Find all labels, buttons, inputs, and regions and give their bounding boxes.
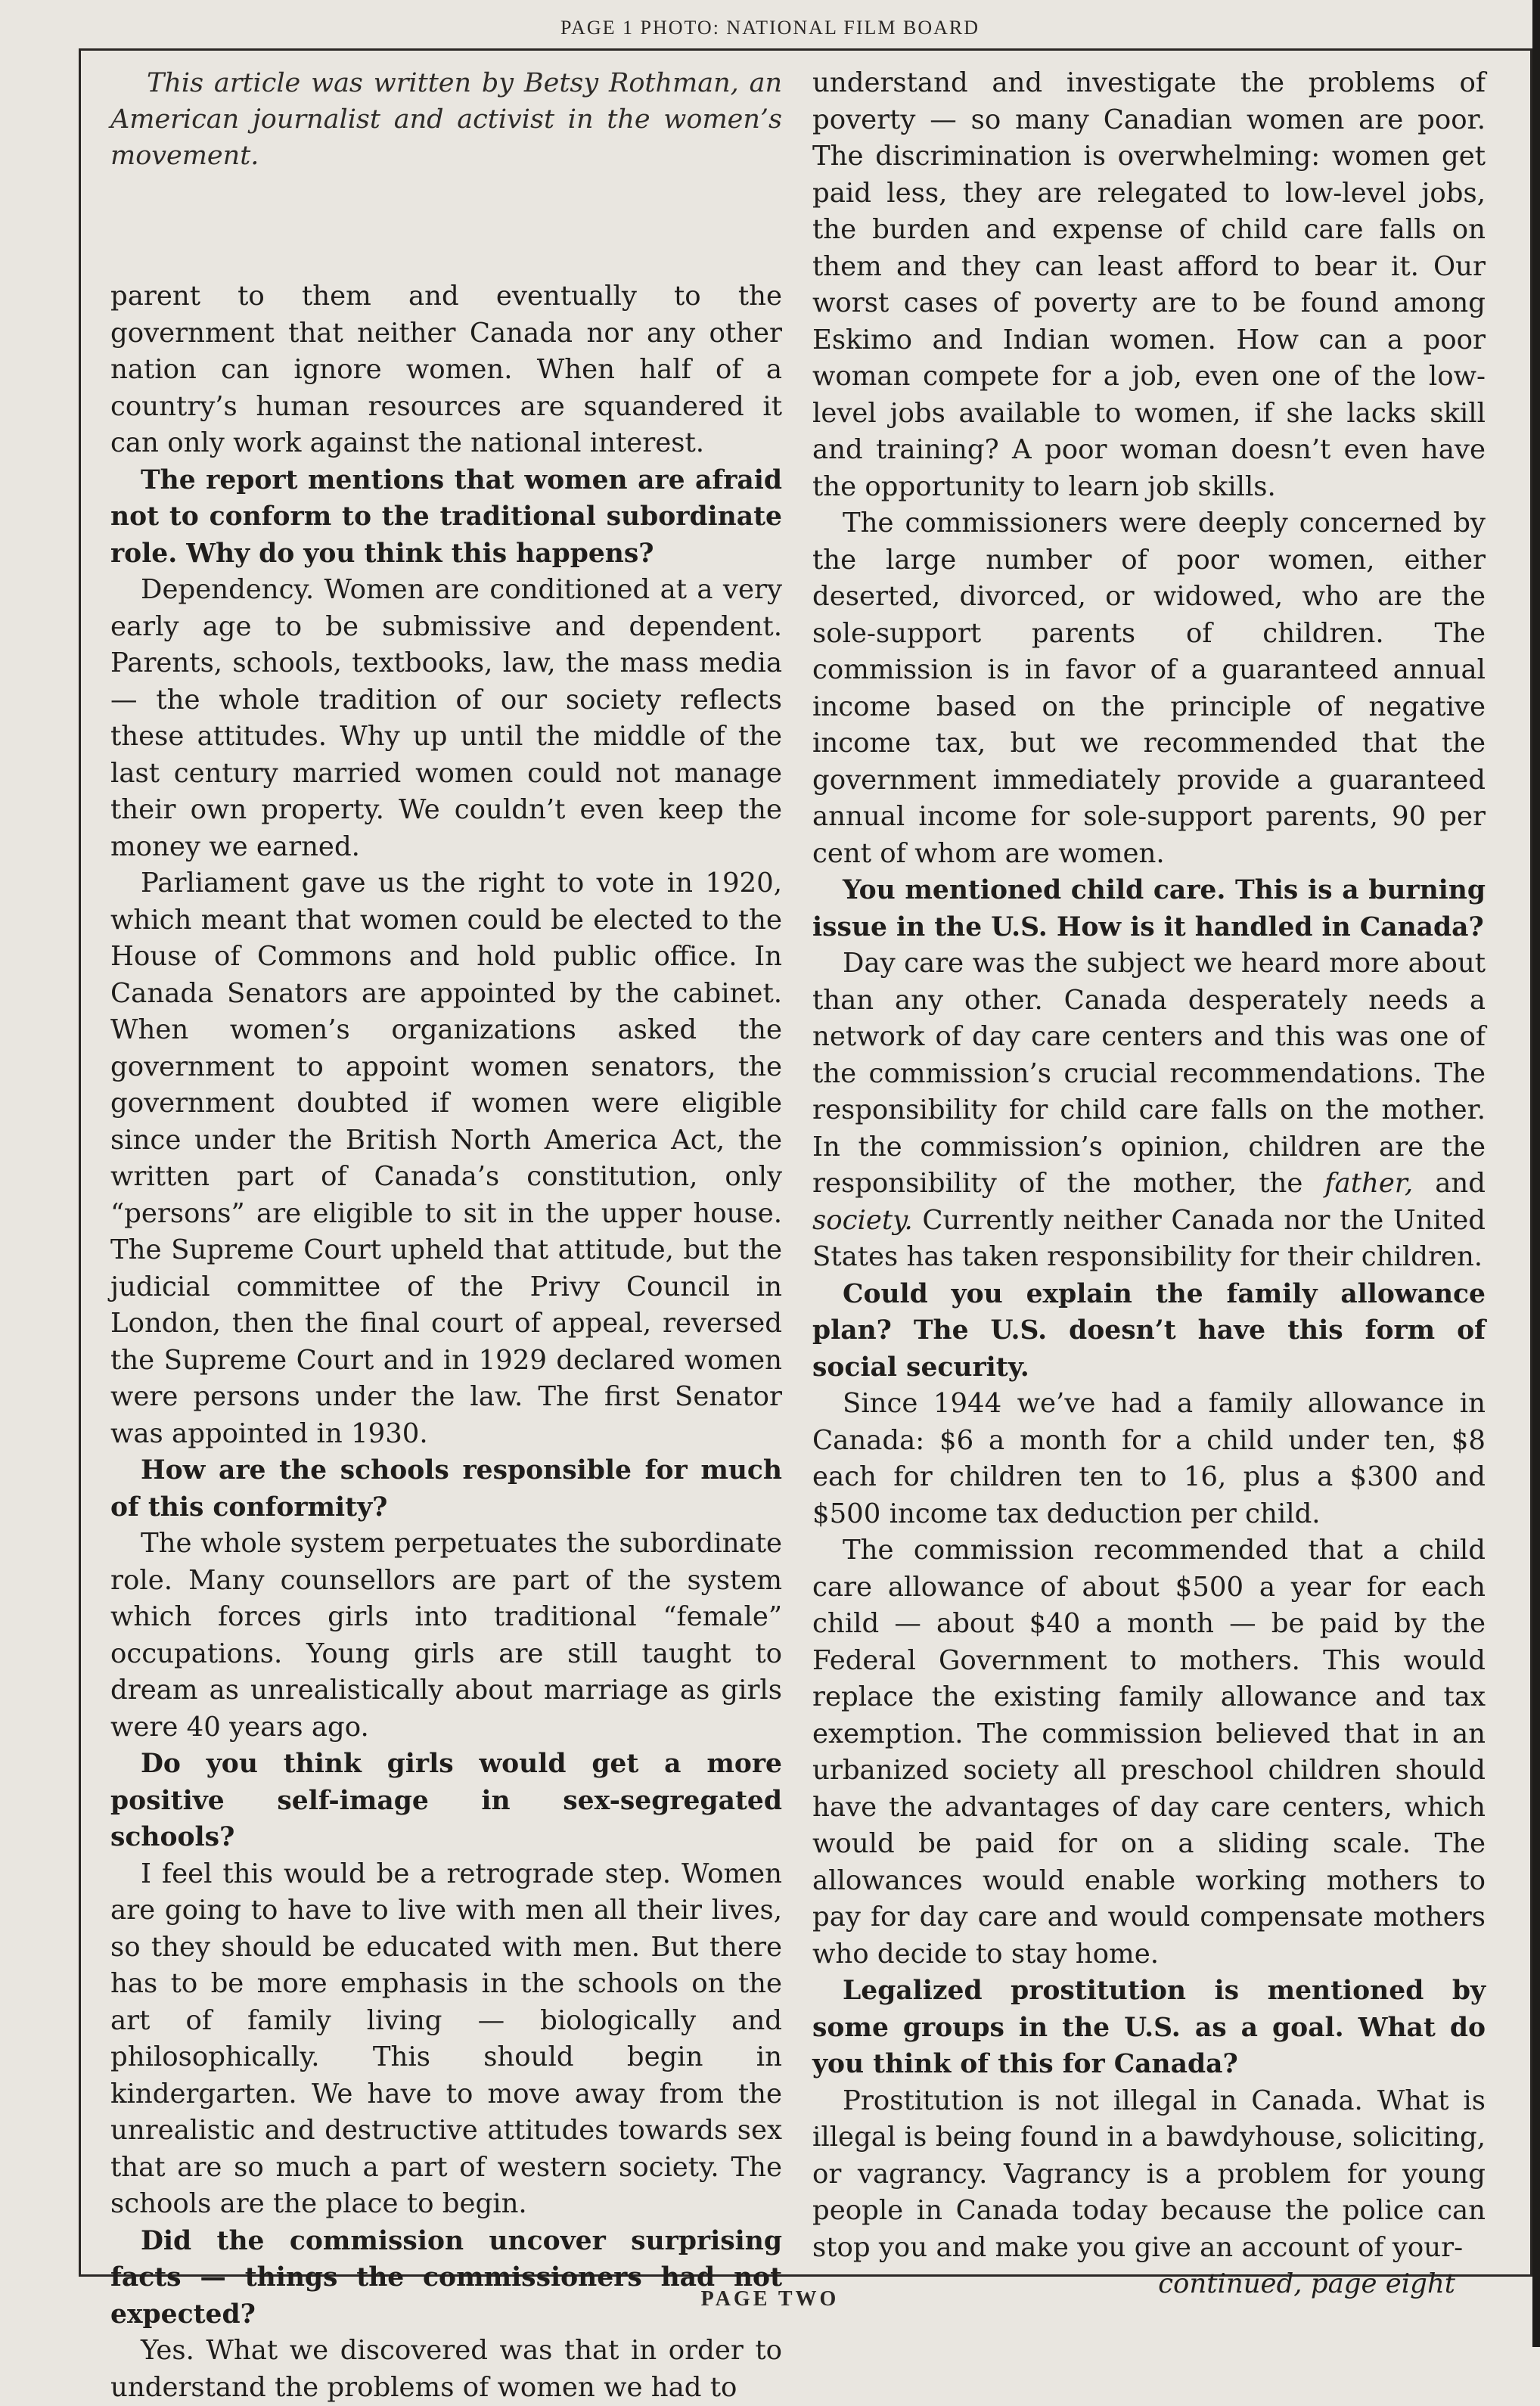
right-column — [812, 65, 1486, 2303]
paragraph: understand and investigate the problems of poverty — so many Canadian women are poor. The discrimination is overwhelming: women get paid less, they are relegated to low-level jobs, the burden and expense of child care falls on them and they can least afford to bear it. Our worst cases of poverty are to be found among Eskimo and Indian women. How can a poor woman compete for a job, even one of the low-level jobs available to women, if she lacks skill and training? A poor woman doesn’t even have the opportunity to learn job skills. — [812, 67, 1486, 502]
answer — [812, 945, 1486, 1276]
answer-text: and — [1413, 1168, 1486, 1199]
answer: The commission recommended that a child care allowance of about $500 a year for each child — about $40 a month — be paid by the Federal Government to mothers. This would replace the existing family allowance and tax exemption. The commission believed that in an urbanized society all preschool children should have the advantages of day care centers, which would be paid for on a sliding scale. The allowances would enable working mothers to pay for day care and would compensate mothers who decide to stay home. — [812, 1535, 1486, 1970]
author-intro: This article was written by Betsy Rothman, an American journalist and activist in the women’s movement. — [110, 68, 782, 171]
paragraph: The commissioners were deeply concerned by the large number of poor women, either deserted, divorced, or widowed, who are the sole-support parents of children. The commission is in favor of a guaranteed annual income based on the principle of negative income tax, but we recommended that the government immediately provide a guaranteed annual income for sole-support parents, 90 per cent of whom are women. — [812, 508, 1486, 869]
question: You mentioned child care. This is a burning issue in the U.S. How is it handled in Canada? — [812, 875, 1486, 942]
answer: Dependency. Women are conditioned at a very early age to be submissive and dependent. Parents, schools, textbooks, law, the mass media — the whole tradition of our society reflects these attitudes. Why up until the middle of the last century married women could not manage their own property. We couldn’t even keep the money we earned. — [110, 574, 782, 862]
page-edge — [1532, 0, 1540, 2347]
answer: The whole system perpetuates the subordinate role. Many counsellors are part of the system which forces girls into traditional “female” occupations. Young girls are still taught to dream as unrealistically about marriage as girls were 40 years ago. — [110, 1528, 782, 1743]
answer-text: Currently neither Canada nor the United States has taken responsibility for their children. — [812, 1204, 1486, 1272]
intro-gap — [110, 174, 782, 278]
answer: Parliament gave us the right to vote in 1920, which meant that women could be elected to the House of Commons and hold public office. In Canada Senators are appointed by the cabinet. When women’s organizations asked the government to appoint women senators, the government doubted if women were eligible since under the British North America Act, the written part of Canada’s constitution, only “persons” are eligible to sit in the upper house. The Supreme Court upheld that attitude, but the judicial committee of the Privy Council in London, then the final court of appeal, reversed the Supreme Court and in 1929 declared women were persons under the law. The first Senator was appointed in 1930. — [110, 868, 782, 1449]
question: The report mentions that women are afraid not to conform to the traditional subordinate role. Why do you think this happens? — [110, 464, 782, 569]
answer: Since 1944 we’ve had a family allowance in Canada: $6 a month for a child under ten, $8 each for children ten to 16, plus a $300 and $500 income tax deduction per child. — [812, 1388, 1486, 1529]
page-footer: PAGE TWO — [700, 2287, 840, 2311]
question: Did the commission uncover surprising facts — things the commissioners had not expected? — [110, 2225, 782, 2330]
answer-text: Day care was the subject we heard more about than any other. Canada desperately needs a network of day care centers and this was one of the commission’s crucial recommendations. The responsibility for child care falls on the mother. In the commission’s opinion, children are the responsibility of the mother, the — [812, 948, 1486, 1199]
page-header: PAGE 1 PHOTO: NATIONAL FILM BOARD — [560, 17, 980, 39]
question: How are the schools responsible for much of this conformity? — [110, 1455, 782, 1523]
emphasis-society: society. — [812, 1204, 913, 1236]
question: Legalized prostitution is mentioned by some groups in the U.S. as a goal. What do you think of this for Canada? — [812, 1976, 1486, 2079]
answer: Prostitution is not illegal in Canada. What is illegal is being found in a bawdyhouse, soliciting, or vagrancy. Vagrancy is a problem for young people in Canada today because the police can stop you and make you give an account of your- — [812, 2085, 1486, 2263]
emphasis-father: father, — [1324, 1168, 1414, 1199]
question: Do you think girls would get a more positive self-image in sex-segregated schools? — [110, 1749, 782, 1852]
answer: Yes. What we discovered was that in order to understand the problems of women we had to — [110, 2335, 782, 2403]
answer: I feel this would be a retrograde step. Women are going to have to live with men all their lives, so they should be educated with men. But there has to be more emphasis in the schools on the art of family living — biologically and philosophically. This should begin in kindergarten. We have to move away from the unrealistic and destructive attitudes towards sex that are so much a part of western society. The schools are the place to begin. — [110, 1858, 782, 2219]
continued-note: continued, page eight — [1158, 2268, 1455, 2299]
question: Could you explain the family allowance plan? The U.S. doesn’t have this form of social security. — [812, 1278, 1486, 1383]
left-column — [110, 65, 782, 2406]
paragraph: parent to them and eventually to the government that neither Canada nor any other nation can ignore women. When half of a country’s human resources are squandered it can only work against the national interest. — [110, 281, 782, 458]
